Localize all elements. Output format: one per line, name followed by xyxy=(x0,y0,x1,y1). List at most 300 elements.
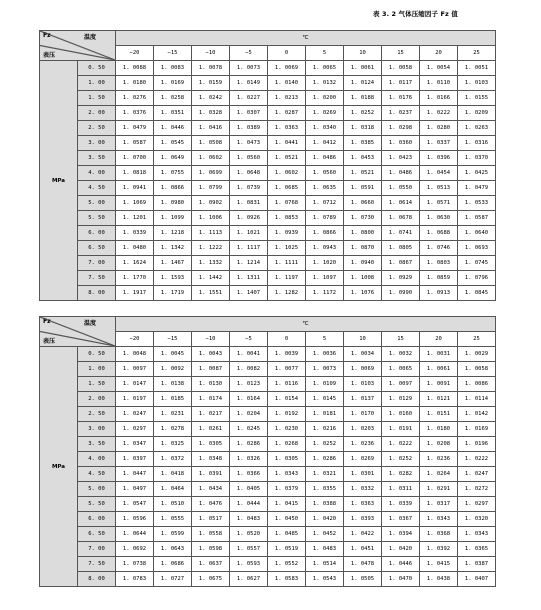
fz-value-cell: 1. 0061 xyxy=(420,362,458,377)
fz-value-cell: 1. 0321 xyxy=(306,467,344,482)
fz-value-cell: 1. 0191 xyxy=(382,422,420,437)
fz-value-cell: 1. 0204 xyxy=(230,407,268,422)
pressure-row-header: 7. 00 xyxy=(78,256,116,271)
fz-value-cell: 1. 0478 xyxy=(344,557,382,572)
fz-value-cell: 1. 0236 xyxy=(420,452,458,467)
fz-value-cell: 1. 0286 xyxy=(306,452,344,467)
fz-value-cell: 1. 1593 xyxy=(154,271,192,286)
table-row xyxy=(40,347,496,362)
fz-value-cell: 1. 0343 xyxy=(420,512,458,527)
fz-value-cell: 1. 0343 xyxy=(268,467,306,482)
fz-value-cell: 1. 0287 xyxy=(268,106,306,121)
header-corner-cell xyxy=(40,317,116,347)
fz-value-cell: 1. 0176 xyxy=(382,91,420,106)
fz-value-cell: 1. 0286 xyxy=(230,437,268,452)
table-row xyxy=(40,362,496,377)
fz-value-cell: 1. 0140 xyxy=(268,76,306,91)
fz-value-cell: 1. 0301 xyxy=(344,467,382,482)
fz-value-cell: 1. 0227 xyxy=(230,91,268,106)
fz-value-cell: 1. 0366 xyxy=(230,467,268,482)
fz-value-cell: 1. 0174 xyxy=(192,392,230,407)
fz-value-cell: 1. 0032 xyxy=(382,347,420,362)
fz-value-cell: 1. 0130 xyxy=(192,377,230,392)
fz-value-cell: 1. 0268 xyxy=(268,437,306,452)
pressure-row-header: 7. 00 xyxy=(78,542,116,557)
fz-value-cell: 1. 0412 xyxy=(306,136,344,151)
fz-value-cell: 1. 1021 xyxy=(230,226,268,241)
fz-value-cell: 1. 0485 xyxy=(268,527,306,542)
table-row xyxy=(40,61,496,76)
fz-value-cell: 1. 0425 xyxy=(458,166,496,181)
fz-value-cell: 1. 0583 xyxy=(268,572,306,587)
fz-value-cell: 1. 0077 xyxy=(268,362,306,377)
fz-value-cell: 1. 0151 xyxy=(420,407,458,422)
fz-value-cell: 1. 0145 xyxy=(306,392,344,407)
fz-value-cell: 1. 0452 xyxy=(306,527,344,542)
temperature-column-header: 10 xyxy=(344,332,382,347)
temperature-unit-header: ℃ xyxy=(116,31,496,46)
fz-value-cell: 1. 0230 xyxy=(268,422,306,437)
fz-value-cell: 1. 0213 xyxy=(268,91,306,106)
fz-value-cell: 1. 0365 xyxy=(458,542,496,557)
fz-value-cell: 1. 0379 xyxy=(268,482,306,497)
fz-value-cell: 1. 0164 xyxy=(230,392,268,407)
fz-value-cell: 1. 0051 xyxy=(458,61,496,76)
fz-value-cell: 1. 0486 xyxy=(306,151,344,166)
fz-value-cell: 1. 0261 xyxy=(192,422,230,437)
fz-value-cell: 1. 0326 xyxy=(230,452,268,467)
temperature-column-header: 0 xyxy=(268,46,306,61)
table-row xyxy=(40,241,496,256)
fz-value-cell: 1. 0803 xyxy=(420,256,458,271)
fz-value-cell: 1. 0929 xyxy=(382,271,420,286)
table-row xyxy=(40,452,496,467)
fz-value-cell: 1. 0686 xyxy=(154,557,192,572)
fz-value-cell: 1. 0169 xyxy=(458,422,496,437)
fz-value-cell: 1. 0560 xyxy=(230,151,268,166)
fz-value-cell: 1. 0712 xyxy=(306,196,344,211)
fz-value-cell: 1. 0121 xyxy=(420,392,458,407)
fz-value-cell: 1. 0154 xyxy=(268,392,306,407)
fz-value-cell: 1. 0217 xyxy=(192,407,230,422)
fz-value-cell: 1. 0245 xyxy=(230,422,268,437)
fz-value-cell: 1. 0280 xyxy=(420,121,458,136)
fz-value-cell: 1. 0614 xyxy=(382,196,420,211)
fz-value-cell: 1. 0160 xyxy=(382,407,420,422)
fz-value-cell: 1. 0159 xyxy=(192,76,230,91)
fz-value-cell: 1. 0420 xyxy=(306,512,344,527)
fz-value-cell: 1. 0263 xyxy=(458,121,496,136)
fz-value-cell: 1. 0297 xyxy=(458,497,496,512)
fz-value-cell: 1. 1025 xyxy=(268,241,306,256)
fz-value-cell: 1. 0348 xyxy=(192,452,230,467)
temperature-column-header: 20 xyxy=(420,332,458,347)
fz-value-cell: 1. 0155 xyxy=(458,91,496,106)
fz-value-cell: 1. 0514 xyxy=(306,557,344,572)
fz-value-cell: 1. 0086 xyxy=(458,377,496,392)
fz-value-cell: 1. 0209 xyxy=(458,106,496,121)
table-row xyxy=(40,572,496,587)
fz-value-cell: 1. 0940 xyxy=(344,256,382,271)
fz-value-cell: 1. 0137 xyxy=(344,392,382,407)
temperature-column-header: −20 xyxy=(116,332,154,347)
fz-value-cell: 1. 0627 xyxy=(230,572,268,587)
fz-value-cell: 1. 0486 xyxy=(382,166,420,181)
fz-value-cell: 1. 0550 xyxy=(382,181,420,196)
fz-value-cell: 1. 0678 xyxy=(382,211,420,226)
fz-value-cell: 1. 0069 xyxy=(344,362,382,377)
temperature-column-header: 0 xyxy=(268,332,306,347)
fz-value-cell: 1. 0416 xyxy=(192,121,230,136)
fz-value-cell: 1. 1111 xyxy=(268,256,306,271)
fz-value-cell: 1. 0166 xyxy=(420,91,458,106)
fz-value-cell: 1. 0054 xyxy=(420,61,458,76)
pressure-row-header: 6. 50 xyxy=(78,241,116,256)
table-row xyxy=(40,407,496,422)
fz-value-cell: 1. 0521 xyxy=(268,151,306,166)
fz-value-cell: 1. 0339 xyxy=(116,226,154,241)
fz-value-cell: 1. 0799 xyxy=(192,181,230,196)
temperature-column-header: −20 xyxy=(116,46,154,61)
fz-value-cell: 1. 0392 xyxy=(420,542,458,557)
table-row xyxy=(40,482,496,497)
fz-value-cell: 1. 0264 xyxy=(420,467,458,482)
fz-value-cell: 1. 0339 xyxy=(382,497,420,512)
fz-value-cell: 1. 0675 xyxy=(192,572,230,587)
pressure-row-header: 3. 00 xyxy=(78,422,116,437)
table-row xyxy=(40,196,496,211)
fz-value-cell: 1. 0519 xyxy=(268,542,306,557)
pressure-row-header: 3. 50 xyxy=(78,151,116,166)
pressure-row-header: 1. 00 xyxy=(78,76,116,91)
fz-value-cell: 1. 0700 xyxy=(116,151,154,166)
fz-value-cell: 1. 0422 xyxy=(344,527,382,542)
table-row xyxy=(40,91,496,106)
fz-value-cell: 1. 0571 xyxy=(420,196,458,211)
fz-value-cell: 1. 0451 xyxy=(344,542,382,557)
fz-value-cell: 1. 0222 xyxy=(420,106,458,121)
temperature-column-header: −5 xyxy=(230,332,268,347)
temperature-column-header: −15 xyxy=(154,332,192,347)
corner-fz-label: Fz xyxy=(43,318,51,325)
fz-value-cell: 1. 0867 xyxy=(382,256,420,271)
table-row xyxy=(40,286,496,301)
table-row xyxy=(40,121,496,136)
fz-value-cell: 1. 0372 xyxy=(154,452,192,467)
fz-value-cell: 1. 0276 xyxy=(116,91,154,106)
fz-value-cell: 1. 0117 xyxy=(382,76,420,91)
fz-value-cell: 1. 0438 xyxy=(420,572,458,587)
fz-value-cell: 1. 0355 xyxy=(306,482,344,497)
fz-value-cell: 1. 0181 xyxy=(306,407,344,422)
fz-value-cell: 1. 0317 xyxy=(420,497,458,512)
fz-value-cell: 1. 0337 xyxy=(420,136,458,151)
fz-value-cell: 1. 1332 xyxy=(192,256,230,271)
fz-value-cell: 1. 0065 xyxy=(382,362,420,377)
table-row xyxy=(40,76,496,91)
fz-value-cell: 1. 0048 xyxy=(116,347,154,362)
fz-value-cell: 1. 0497 xyxy=(116,482,154,497)
fz-value-cell: 1. 0602 xyxy=(268,166,306,181)
fz-value-cell: 1. 0510 xyxy=(154,497,192,512)
fz-value-cell: 1. 0866 xyxy=(154,181,192,196)
fz-value-cell: 1. 0479 xyxy=(116,121,154,136)
fz-value-cell: 1. 0602 xyxy=(192,151,230,166)
header-corner-cell xyxy=(40,31,116,61)
fz-value-cell: 1. 0738 xyxy=(116,557,154,572)
fz-value-cell: 1. 0420 xyxy=(382,542,420,557)
fz-value-cell: 1. 0913 xyxy=(420,286,458,301)
fz-value-cell: 1. 0693 xyxy=(458,241,496,256)
fz-value-cell: 1. 1407 xyxy=(230,286,268,301)
fz-value-cell: 1. 0805 xyxy=(382,241,420,256)
fz-value-cell: 1. 0351 xyxy=(154,106,192,121)
fz-value-cell: 1. 0237 xyxy=(382,106,420,121)
fz-value-cell: 1. 0197 xyxy=(116,392,154,407)
fz-value-cell: 1. 0073 xyxy=(230,61,268,76)
fz-value-cell: 1. 0242 xyxy=(192,91,230,106)
fz-value-cell: 1. 0533 xyxy=(458,196,496,211)
fz-value-cell: 1. 0231 xyxy=(154,407,192,422)
temperature-unit-header: ℃ xyxy=(116,317,496,332)
fz-value-cell: 1. 0866 xyxy=(306,226,344,241)
fz-value-cell: 1. 0092 xyxy=(154,362,192,377)
fz-value-cell: 1. 0517 xyxy=(192,512,230,527)
fz-value-cell: 1. 0389 xyxy=(230,121,268,136)
pressure-row-header: 2. 50 xyxy=(78,121,116,136)
fz-value-cell: 1. 0110 xyxy=(420,76,458,91)
fz-value-cell: 1. 0311 xyxy=(382,482,420,497)
pressure-row-header: 4. 00 xyxy=(78,452,116,467)
fz-value-cell: 1. 0555 xyxy=(154,512,192,527)
fz-value-cell: 1. 0980 xyxy=(154,196,192,211)
pressure-row-header: 7. 50 xyxy=(78,271,116,286)
fz-value-cell: 1. 0637 xyxy=(192,557,230,572)
table-row xyxy=(40,151,496,166)
fz-value-cell: 1. 0513 xyxy=(420,181,458,196)
fz-value-cell: 1. 0483 xyxy=(306,542,344,557)
fz-value-cell: 1. 0746 xyxy=(420,241,458,256)
fz-value-cell: 1. 0039 xyxy=(268,347,306,362)
fz-value-cell: 1. 0407 xyxy=(458,572,496,587)
fz-value-cell: 1. 0180 xyxy=(116,76,154,91)
fz-value-cell: 1. 1719 xyxy=(154,286,192,301)
fz-table-lower xyxy=(39,316,496,587)
fz-value-cell: 1. 0545 xyxy=(154,136,192,151)
fz-value-cell: 1. 0943 xyxy=(306,241,344,256)
fz-value-cell: 1. 0593 xyxy=(230,557,268,572)
table-row xyxy=(40,437,496,452)
table-row xyxy=(40,106,496,121)
table-row xyxy=(40,557,496,572)
fz-value-cell: 1. 0423 xyxy=(382,151,420,166)
fz-value-cell: 1. 0297 xyxy=(116,422,154,437)
pressure-row-header: 2. 00 xyxy=(78,106,116,121)
fz-value-cell: 1. 0385 xyxy=(344,136,382,151)
fz-value-cell: 1. 0789 xyxy=(306,211,344,226)
fz-value-cell: 1. 0247 xyxy=(116,407,154,422)
pressure-row-header: 4. 00 xyxy=(78,166,116,181)
temperature-column-header: 25 xyxy=(458,332,496,347)
fz-value-cell: 1. 1197 xyxy=(268,271,306,286)
fz-value-cell: 1. 0192 xyxy=(268,407,306,422)
pressure-row-header: 6. 00 xyxy=(78,512,116,527)
temperature-column-header: 15 xyxy=(382,46,420,61)
fz-value-cell: 1. 0200 xyxy=(306,91,344,106)
temperature-column-header: 20 xyxy=(420,46,458,61)
fz-value-cell: 1. 0363 xyxy=(344,497,382,512)
fz-value-cell: 1. 0088 xyxy=(116,61,154,76)
fz-value-cell: 1. 0480 xyxy=(116,241,154,256)
fz-value-cell: 1. 0138 xyxy=(154,377,192,392)
fz-value-cell: 1. 0587 xyxy=(458,211,496,226)
fz-value-cell: 1. 0699 xyxy=(192,166,230,181)
fz-value-cell: 1. 1006 xyxy=(192,211,230,226)
fz-value-cell: 1. 1214 xyxy=(230,256,268,271)
fz-value-cell: 1. 0103 xyxy=(458,76,496,91)
pressure-row-header: 4. 50 xyxy=(78,181,116,196)
pressure-row-header: 0. 50 xyxy=(78,61,116,76)
fz-value-cell: 1. 0640 xyxy=(458,226,496,241)
table-caption: 表 3. 2 气体压缩因子 Fz 值 xyxy=(373,10,458,18)
table-row xyxy=(40,211,496,226)
fz-value-cell: 1. 1442 xyxy=(192,271,230,286)
temperature-column-header: 25 xyxy=(458,46,496,61)
fz-value-cell: 1. 0332 xyxy=(344,482,382,497)
fz-table-upper xyxy=(39,30,496,301)
fz-value-cell: 1. 0316 xyxy=(458,136,496,151)
fz-value-cell: 1. 0818 xyxy=(116,166,154,181)
fz-value-cell: 1. 0902 xyxy=(192,196,230,211)
fz-value-cell: 1. 0129 xyxy=(382,392,420,407)
fz-value-cell: 1. 0097 xyxy=(116,362,154,377)
fz-value-cell: 1. 0599 xyxy=(154,527,192,542)
pressure-row-header: 6. 00 xyxy=(78,226,116,241)
fz-value-cell: 1. 0320 xyxy=(458,512,496,527)
fz-value-cell: 1. 0418 xyxy=(154,467,192,482)
fz-value-cell: 1. 0247 xyxy=(458,467,496,482)
fz-value-cell: 1. 1770 xyxy=(116,271,154,286)
fz-value-cell: 1. 0188 xyxy=(344,91,382,106)
fz-value-cell: 1. 1099 xyxy=(154,211,192,226)
fz-value-cell: 1. 0453 xyxy=(344,151,382,166)
temperature-column-header: 5 xyxy=(306,46,344,61)
fz-value-cell: 1. 0269 xyxy=(306,106,344,121)
fz-value-cell: 1. 1218 xyxy=(154,226,192,241)
fz-value-cell: 1. 0727 xyxy=(154,572,192,587)
fz-value-cell: 1. 0370 xyxy=(458,151,496,166)
fz-value-cell: 1. 0660 xyxy=(344,196,382,211)
fz-value-cell: 1. 0203 xyxy=(344,422,382,437)
fz-value-cell: 1. 0367 xyxy=(382,512,420,527)
fz-value-cell: 1. 0859 xyxy=(420,271,458,286)
fz-value-cell: 1. 0097 xyxy=(382,377,420,392)
fz-value-cell: 1. 1222 xyxy=(192,241,230,256)
table-row xyxy=(40,166,496,181)
fz-value-cell: 1. 0328 xyxy=(192,106,230,121)
fz-value-cell: 1. 0768 xyxy=(268,196,306,211)
fz-value-cell: 1. 0598 xyxy=(192,542,230,557)
fz-value-cell: 1. 0169 xyxy=(154,76,192,91)
fz-value-cell: 1. 0252 xyxy=(306,437,344,452)
fz-value-cell: 1. 0142 xyxy=(458,407,496,422)
pressure-row-header: 1. 50 xyxy=(78,91,116,106)
table-row xyxy=(40,377,496,392)
fz-value-cell: 1. 0391 xyxy=(192,467,230,482)
pressure-unit-cell: MPa xyxy=(40,347,78,587)
pressure-row-header: 5. 50 xyxy=(78,497,116,512)
fz-value-cell: 1. 0444 xyxy=(230,497,268,512)
fz-value-cell: 1. 0648 xyxy=(230,166,268,181)
fz-value-cell: 1. 0521 xyxy=(344,166,382,181)
fz-value-cell: 1. 0180 xyxy=(420,422,458,437)
fz-value-cell: 1. 1917 xyxy=(116,286,154,301)
fz-value-cell: 1. 0208 xyxy=(420,437,458,452)
fz-value-cell: 1. 0222 xyxy=(458,452,496,467)
fz-value-cell: 1. 0298 xyxy=(382,121,420,136)
fz-value-cell: 1. 0114 xyxy=(458,392,496,407)
fz-value-cell: 1. 0036 xyxy=(306,347,344,362)
fz-value-cell: 1. 0926 xyxy=(230,211,268,226)
fz-value-cell: 1. 0755 xyxy=(154,166,192,181)
fz-value-cell: 1. 0415 xyxy=(420,557,458,572)
fz-value-cell: 1. 0476 xyxy=(192,497,230,512)
fz-value-cell: 1. 0347 xyxy=(116,437,154,452)
corner-fz-label: Fz xyxy=(43,32,51,39)
table-row xyxy=(40,181,496,196)
fz-value-cell: 1. 0360 xyxy=(382,136,420,151)
fz-value-cell: 1. 0318 xyxy=(344,121,382,136)
fz-value-cell: 1. 1201 xyxy=(116,211,154,226)
fz-value-cell: 1. 1282 xyxy=(268,286,306,301)
fz-value-cell: 1. 0282 xyxy=(382,467,420,482)
fz-value-cell: 1. 0305 xyxy=(192,437,230,452)
fz-value-cell: 1. 1069 xyxy=(116,196,154,211)
pressure-row-header: 1. 50 xyxy=(78,377,116,392)
table-row xyxy=(40,271,496,286)
fz-value-cell: 1. 0397 xyxy=(116,452,154,467)
fz-value-cell: 1. 1097 xyxy=(306,271,344,286)
fz-value-cell: 1. 0149 xyxy=(230,76,268,91)
pressure-unit-cell: MPa xyxy=(40,61,78,301)
table-row xyxy=(40,542,496,557)
fz-value-cell: 1. 0278 xyxy=(154,422,192,437)
fz-value-cell: 1. 0091 xyxy=(420,377,458,392)
pressure-row-header: 5. 50 xyxy=(78,211,116,226)
pressure-row-header: 8. 00 xyxy=(78,286,116,301)
fz-value-cell: 1. 0508 xyxy=(192,136,230,151)
fz-value-cell: 1. 1076 xyxy=(344,286,382,301)
fz-value-cell: 1. 0473 xyxy=(230,136,268,151)
fz-value-cell: 1. 0305 xyxy=(268,452,306,467)
pressure-row-header: 7. 50 xyxy=(78,557,116,572)
pressure-row-header: 1. 00 xyxy=(78,362,116,377)
fz-value-cell: 1. 0454 xyxy=(420,166,458,181)
fz-value-cell: 1. 1551 xyxy=(192,286,230,301)
table-row xyxy=(40,256,496,271)
pressure-row-header: 3. 00 xyxy=(78,136,116,151)
pressure-row-header: 0. 50 xyxy=(78,347,116,362)
table-row xyxy=(40,497,496,512)
pressure-row-header: 3. 50 xyxy=(78,437,116,452)
fz-value-cell: 1. 1020 xyxy=(306,256,344,271)
fz-value-cell: 1. 0043 xyxy=(192,347,230,362)
fz-value-cell: 1. 0325 xyxy=(154,437,192,452)
corner-gauge-pressure-label: 表压 xyxy=(43,338,56,345)
fz-value-cell: 1. 0078 xyxy=(192,61,230,76)
fz-value-cell: 1. 0688 xyxy=(420,226,458,241)
fz-value-cell: 1. 0258 xyxy=(154,91,192,106)
